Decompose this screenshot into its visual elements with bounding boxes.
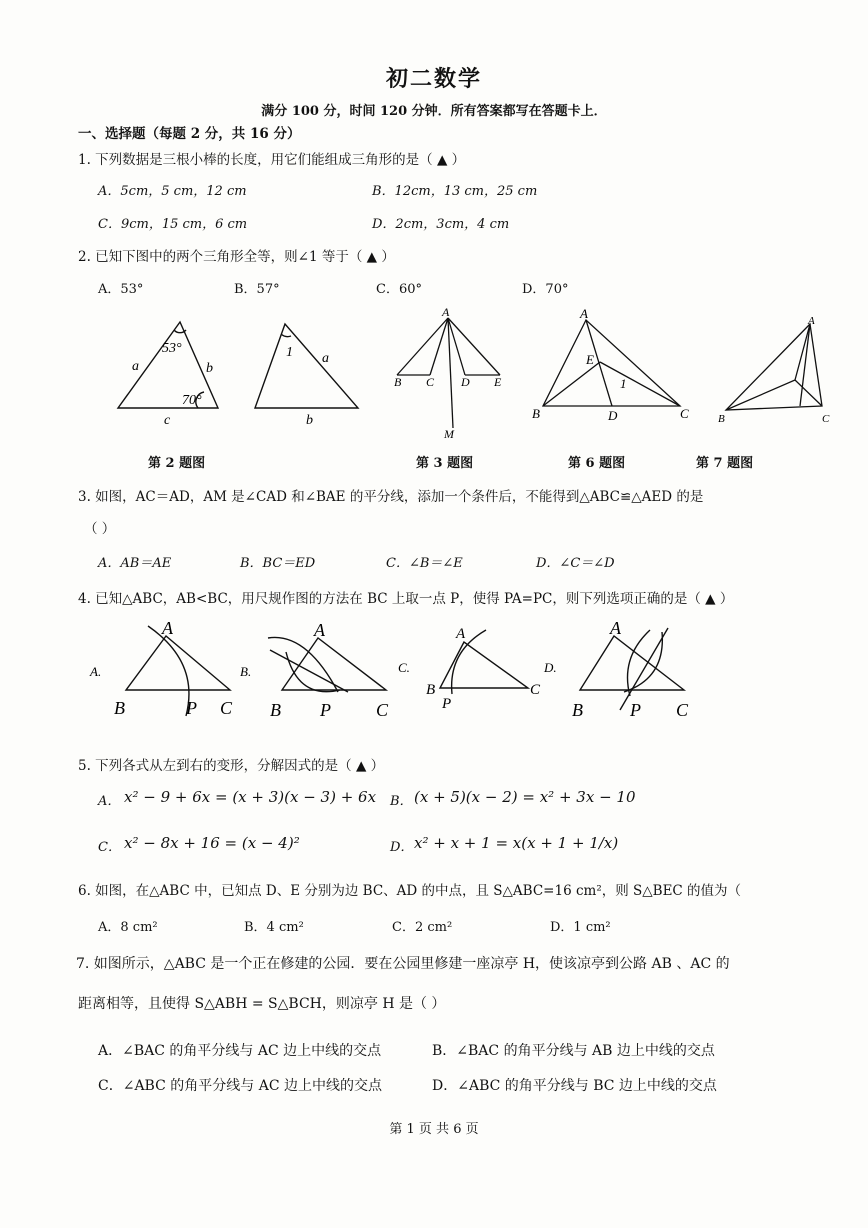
question-5-option-d-label: D．	[390, 840, 414, 855]
point-label: C	[822, 413, 830, 425]
question-6-option-d: D．1 cm²	[550, 920, 611, 935]
point-label: A	[580, 306, 588, 321]
question-7-option-d: D．∠ABC 的角平分线与 BC 边上中线的交点	[432, 1078, 717, 1094]
point-label: D	[461, 375, 470, 389]
point-label: M	[444, 427, 454, 441]
vertex-label: B	[114, 698, 125, 718]
question-5-option-c: x² − 8x + 16 = (x − 4)²	[124, 834, 300, 852]
vertex-label: C	[530, 682, 541, 698]
figure-caption: 第 3 题图	[416, 456, 474, 471]
angle-1-label: 1	[620, 376, 627, 391]
option-letter: A.	[90, 664, 102, 679]
question-7-option-b: B．∠BAC 的角平分线与 AB 边上中线的交点	[432, 1043, 715, 1059]
page-title: 初二数学	[385, 66, 482, 92]
construction-a	[126, 626, 230, 716]
side-label: b	[306, 413, 313, 428]
question-7-option-a: A．∠BAC 的角平分线与 AC 边上中线的交点	[98, 1043, 382, 1059]
vertex-label: P	[630, 700, 641, 720]
side-label: a	[132, 359, 139, 374]
question-3-option-b: B．BC＝ED	[240, 556, 316, 571]
figure-caption: 第 6 题图	[568, 456, 626, 471]
point-label: B	[394, 375, 402, 389]
question-6-option-b: B．4 cm²	[244, 920, 304, 935]
section-heading: 一、选择题（每题 2 分，共 16 分）	[78, 126, 301, 142]
angle-1-label: 1	[286, 345, 293, 360]
question-4-figures	[0, 612, 868, 724]
question-7-option-c: C．∠ABC 的角平分线与 AC 边上中线的交点	[98, 1078, 382, 1094]
point-label: D	[608, 408, 618, 423]
question-4-stem: 4. 已知△ABC，AB<BC，用尺规作图的方法在 BC 上取一点 P，使得 PA=PC，则下列选项正确的是（ ▲ ）	[78, 591, 734, 607]
construction-b	[268, 637, 386, 692]
vertex-label: A	[314, 620, 325, 640]
figure-6-diagram	[543, 320, 680, 406]
vertex-label: B	[426, 682, 436, 698]
question-1-option-c: C．9cm，15 cm，6 cm	[98, 217, 248, 232]
figure-caption: 第 7 题图	[696, 456, 754, 471]
question-1-option-d: D．2cm，3cm，4 cm	[372, 217, 510, 232]
point-label: C	[680, 406, 689, 421]
question-5-option-a: x² − 9 + 6x = (x + 3)(x − 3) + 6x	[124, 788, 377, 806]
vertex-label: C	[676, 700, 689, 720]
vertex-label: C	[376, 700, 389, 720]
vertex-label: B	[572, 700, 583, 720]
point-label: C	[426, 375, 435, 389]
question-6-option-a: A．8 cm²	[98, 920, 158, 935]
option-letter: B.	[240, 664, 252, 679]
exam-instructions: 满分 100 分，时间 120 分钟．所有答案都写在答题卡上．	[261, 104, 607, 119]
point-label: A	[442, 305, 450, 319]
vertex-label: P	[186, 698, 197, 718]
figure-3-diagram	[397, 318, 500, 428]
point-label: B	[532, 406, 540, 421]
question-3-stem: 3. 如图，AC＝AD，AM 是∠CAD 和∠BAE 的平分线，添加一个条件后，不能得到△ABC≌△AED 的是	[78, 489, 704, 505]
question-1-option-a: A．5cm，5 cm，12 cm	[98, 184, 247, 199]
vertex-label: P	[320, 700, 331, 720]
question-5-option-b: (x + 5)(x − 2) = x² + 3x − 10	[414, 788, 636, 806]
figure-caption: 第 2 题图	[148, 456, 206, 471]
point-label: A	[808, 315, 815, 327]
side-label: b	[206, 361, 213, 376]
question-7-stem-line-1: 7. 如图所示，△ABC 是一个正在修建的公园．要在公园里修建一座凉亭 H，使该凉亭到公路 AB 、AC 的	[76, 956, 730, 972]
question-2-option-a: A．53°	[98, 282, 144, 297]
question-5-option-d: x² + x + 1 = x(x + 1 + 1/x)	[414, 834, 619, 852]
question-7-stem-line-2: 距离相等，且使得 S△ABH = S△BCH，则凉亭 H 是（ ）	[78, 996, 446, 1012]
question-2-option-c: C．60°	[376, 282, 422, 297]
point-label: E	[586, 352, 594, 367]
question-3-option-d: D．∠C＝∠D	[536, 556, 615, 571]
vertex-label: A	[456, 626, 466, 642]
side-label: a	[322, 351, 329, 366]
figure-2-triangle-right	[255, 324, 358, 408]
question-5-option-a-label: A．	[98, 794, 121, 809]
side-label: c	[164, 413, 171, 428]
vertex-label: A	[610, 618, 621, 638]
vertex-label: B	[270, 700, 281, 720]
angle-label: 70°	[182, 393, 202, 408]
option-letter: D.	[544, 660, 557, 675]
figure-7-diagram	[726, 324, 822, 410]
question-1-stem: 1. 下列数据是三根小棒的长度，用它们能组成三角形的是（ ▲ ）	[78, 152, 466, 168]
option-letter: C.	[398, 660, 410, 675]
figure-row	[0, 300, 868, 450]
question-3-option-c: C．∠B＝∠E	[386, 556, 463, 571]
construction-c	[440, 630, 528, 694]
question-6-option-c: C．2 cm²	[392, 920, 453, 935]
point-label: E	[494, 375, 502, 389]
point-label: B	[718, 413, 725, 425]
vertex-label: P	[442, 696, 452, 712]
question-5-option-c-label: C．	[98, 840, 121, 855]
question-5-stem: 5. 下列各式从左到右的变形，分解因式的是（ ▲ ）	[78, 758, 385, 774]
vertex-label: A	[162, 618, 173, 638]
answer-blank: （ ）	[84, 521, 116, 537]
question-6-stem: 6. 如图，在△ABC 中，已知点 D、E 分别为边 BC、AD 的中点，且 S△ABC=16 cm²，则 S△BEC 的值为（	[78, 883, 742, 899]
page-footer: 第 1 页 共 6 页	[389, 1122, 479, 1137]
question-2-stem: 2. 已知下图中的两个三角形全等，则∠1 等于（ ▲ ）	[78, 249, 395, 265]
question-2-option-b: B．57°	[234, 282, 280, 297]
question-2-option-d: D．70°	[522, 282, 569, 297]
question-5-option-b-label: B．	[390, 794, 413, 809]
angle-label: 53°	[162, 341, 182, 356]
question-1-option-b: B．12cm，13 cm，25 cm	[372, 184, 538, 199]
construction-d	[580, 628, 684, 710]
question-3-option-a: A．AB＝AE	[98, 556, 172, 571]
vertex-label: C	[220, 698, 233, 718]
